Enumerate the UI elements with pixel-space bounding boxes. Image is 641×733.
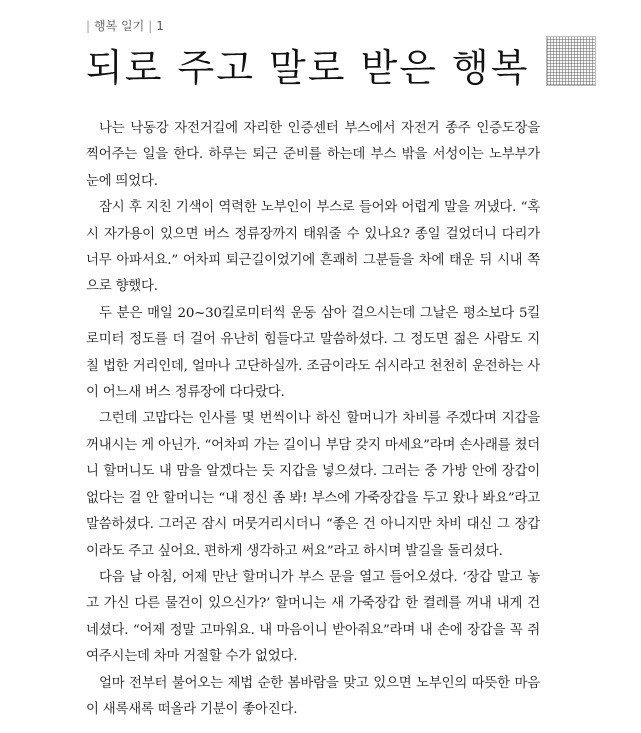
section-number: 1 [156, 19, 164, 33]
paragraph: 잠시 후 지친 기색이 역력한 노부인이 부스로 들어와 어렵게 말을 꺼냈다. “혹시 자가용이 있으면 버스 정류장까지 태워줄 수 있나요? 종일 걸었더니 다리가 너무 아파서요.” 어차피 퇴근길이었기에 흔쾌히 그분들을 차에 태운 뒤 시내 쪽으로 향했다. [86, 200, 540, 295]
paragraph: 두 분은 매일 20~30킬로미터씩 운동 삼아 걸으시는데 그날은 평소보다 5킬로미터 정도를 더 걸어 유난히 힘들다고 말씀하셨다. 그 정도면 젊은 사람도 지칠 법한 거리인데, 얼마나 고단하실까. 조금이라도 쉬시라고 천천히 운전하는 사이 어느새 버스 정류장에 다다랐다. [86, 305, 540, 401]
header-divider: | [148, 19, 153, 33]
paragraph: 그런데 고맙다는 인사를 몇 번씩이나 하신 할머니가 차비를 주겠다며 지갑을 꺼내시는 게 아닌가. “어차피 가는 길이니 부담 갖지 마세요”라며 손사래를 쳤더니 할머니도 내 맘을 알겠다는 듯 지갑을 넣으셨다. 그러는 중 가방 안에 장갑이 없다는 걸 안 할머니는 “내 정신 좀 봐! 부스에 가죽장갑을 두고 왔나 봐요”라고 말씀하셨다. 그러곤 잠시 머뭇거리시더니 “좋은 건 아니지만 차비 대신 그 장갑이라도 주고 싶어요. 편하게 생각하고 써요”라고 하시며 발길을 돌리셨다. [86, 411, 540, 559]
header-divider: | [86, 19, 91, 33]
qr-code-icon [546, 36, 596, 86]
section-label: 행복 일기 [94, 19, 145, 33]
page-title: 되로 주고 말로 받은 행복 [86, 46, 530, 90]
paragraph: 얼마 전부터 불어오는 제법 순한 봄바람을 맞고 있으면 노부인의 따뜻한 마음이 새록새록 떠올라 기분이 좋아진다. [86, 675, 540, 717]
paragraph: 다음 날 아침, 어제 만난 할머니가 부스 문을 열고 들어오셨다. ‘장갑 말고 놓고 가신 다른 물건이 있으신가?’ 할머니는 새 가죽장갑 한 켤레를 꺼내 내게 건네셨다. “어제 정말 고마워요. 내 마음이니 받아줘요”라며 내 손에 장갑을 꼭 쥐여주시는데 차마 거절할 수가 없었다. [86, 569, 540, 665]
article-body [86, 116, 540, 723]
section-header [86, 17, 164, 34]
paragraph: 나는 낙동강 자전거길에 자리한 인증센터 부스에서 자전거 종주 인증도장을 찍어주는 일을 한다. 하루는 퇴근 준비를 하는데 부스 밖을 서성이는 노부부가 눈에 띄었다. [86, 121, 540, 189]
